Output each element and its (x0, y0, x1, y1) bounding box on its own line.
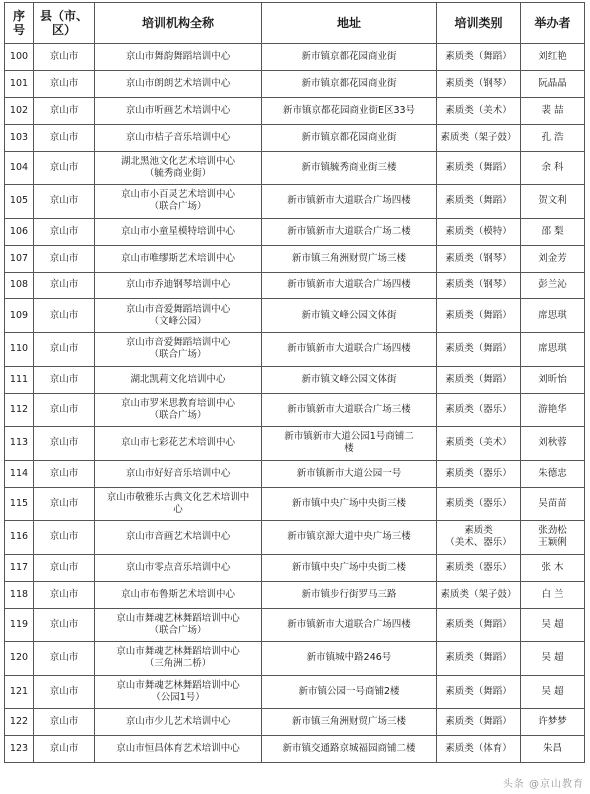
cell-institution-name (95, 44, 262, 71)
cell-institution-name (95, 393, 262, 427)
cell-institution-name-line: 京山市小百灵艺术培训中心 (120, 189, 235, 201)
cell-address (262, 124, 437, 151)
table-row (5, 272, 585, 299)
cell-institution-name-line: （联合广场） (149, 201, 207, 213)
cell-host-line: 张 木 (541, 561, 564, 573)
cell-host (521, 521, 585, 555)
cell-training-type (437, 44, 521, 71)
cell-county: 京山市 (34, 245, 95, 272)
cell-host-line: 刘红艳 (538, 50, 567, 62)
cell-county: 京山市 (34, 272, 95, 299)
cell-training-type-line: （美术、器乐） (445, 537, 512, 549)
cell-serial-number: 113 (5, 427, 34, 461)
cell-county: 京山市 (34, 581, 95, 608)
cell-host (521, 299, 585, 333)
cell-training-type (437, 299, 521, 333)
cell-training-type (437, 642, 521, 676)
cell-serial-number: 122 (5, 709, 34, 736)
table-row (5, 460, 585, 487)
cell-host-line: 阮晶晶 (538, 77, 567, 89)
cell-serial-number: 116 (5, 521, 34, 555)
cell-training-type (437, 736, 521, 763)
cell-county: 京山市 (34, 124, 95, 151)
table-row (5, 185, 585, 219)
cell-host-line: 刘秋蓉 (538, 437, 567, 449)
cell-training-type (437, 185, 521, 219)
table-row (5, 299, 585, 333)
cell-address-line: 新市镇毓秀商业街三楼 (301, 161, 397, 173)
cell-address (262, 70, 437, 97)
table-row (5, 245, 585, 272)
cell-address (262, 581, 437, 608)
cell-county: 京山市 (34, 366, 95, 393)
cell-serial-number: 110 (5, 333, 34, 367)
cell-training-type-line: 素质类（舞蹈） (445, 373, 512, 385)
table-row (5, 709, 585, 736)
header-county-line-1: 县（市、 (39, 9, 88, 23)
cell-institution-name (95, 581, 262, 608)
cell-training-type-line: 素质类 (464, 525, 493, 537)
cell-county: 京山市 (34, 185, 95, 219)
cell-institution-name-line: 京山市布鲁斯艺术培训中心 (120, 588, 235, 600)
cell-serial-number: 120 (5, 642, 34, 676)
cell-address (262, 642, 437, 676)
cell-institution-name-line: （三角洲二桥） (144, 658, 212, 670)
cell-host-line: 余 科 (541, 161, 564, 173)
cell-host-line: 游艳华 (538, 403, 567, 415)
table-row (5, 218, 585, 245)
cell-address-line: 新市镇新市大道联合广场四楼 (287, 195, 411, 207)
cell-address (262, 366, 437, 393)
table-row (5, 44, 585, 71)
cell-institution-name-line: 京山市听画艺术培训中心 (125, 104, 231, 116)
cell-institution-name (95, 299, 262, 333)
cell-institution-name-line: 京山市好好音乐培训中心 (125, 467, 231, 479)
cell-county: 京山市 (34, 427, 95, 461)
cell-host-line: 白 兰 (541, 588, 564, 600)
cell-training-type (437, 487, 521, 521)
cell-address-line: 新市镇三角洲财贸广场三楼 (291, 252, 406, 264)
cell-institution-name (95, 427, 262, 461)
cell-institution-name (95, 185, 262, 219)
cell-institution-name-line: （毓秀商业街） (144, 167, 212, 179)
cell-county: 京山市 (34, 554, 95, 581)
cell-institution-name-line: 京山市舞韵舞蹈培训中心 (125, 50, 231, 62)
cell-host (521, 366, 585, 393)
cell-serial-number: 115 (5, 487, 34, 521)
cell-address-line: 新市镇三角洲财贸广场三楼 (291, 716, 406, 728)
cell-institution-name-line: 京山市舞魂艺林舞蹈培训中心 (116, 612, 240, 624)
cell-address-line: 新市镇新市大道联合广场四楼 (287, 343, 411, 355)
cell-serial-number: 112 (5, 393, 34, 427)
cell-address (262, 333, 437, 367)
cell-institution-name-line: 湖北黑池文化艺术培训中心 (120, 155, 235, 167)
cell-county: 京山市 (34, 709, 95, 736)
cell-training-type (437, 272, 521, 299)
cell-institution-name-line: 京山市音画艺术培训中心 (125, 531, 231, 543)
cell-training-type (437, 675, 521, 709)
cell-host (521, 581, 585, 608)
cell-host-line: 吴 超 (541, 686, 564, 698)
cell-institution-name-line: 京山市罗米思教育培训中心 (120, 397, 235, 409)
cell-training-type (437, 460, 521, 487)
cell-address-line: 新市镇新市大道公园1号商铺二 (284, 431, 414, 443)
cell-address (262, 460, 437, 487)
cell-address (262, 97, 437, 124)
cell-training-type-line: 素质类（钢琴） (445, 279, 512, 291)
cell-serial-number: 118 (5, 581, 34, 608)
cell-county: 京山市 (34, 44, 95, 71)
cell-institution-name-line: 京山市敬雅乐古典文化艺术培训中 (106, 491, 250, 503)
cell-county: 京山市 (34, 608, 95, 642)
cell-address (262, 393, 437, 427)
cell-serial-number: 114 (5, 460, 34, 487)
cell-host-line: 许梦梦 (538, 716, 567, 728)
cell-institution-name (95, 521, 262, 555)
cell-serial-number: 121 (5, 675, 34, 709)
cell-serial-number: 104 (5, 151, 34, 185)
cell-institution-name-line: （公园1号） (151, 692, 205, 704)
cell-training-type-line: 素质类（架子鼓） (440, 588, 517, 600)
cell-address (262, 487, 437, 521)
cell-institution-name (95, 487, 262, 521)
cell-host-line: 席思琪 (538, 309, 567, 321)
cell-training-type-line: 素质类（体育） (445, 743, 512, 755)
cell-address (262, 608, 437, 642)
cell-host-line: 朱德忠 (538, 467, 567, 479)
cell-host-line: 孔 浩 (541, 131, 564, 143)
cell-address-line: 楼 (344, 443, 354, 455)
cell-institution-name-line: 湖北凯莉文化培训中心 (130, 373, 226, 385)
cell-serial-number: 107 (5, 245, 34, 272)
table-row (5, 581, 585, 608)
cell-training-type-line: 素质类（舞蹈） (445, 161, 512, 173)
cell-address-line: 新市镇京源大道中央广场三楼 (287, 531, 411, 543)
cell-training-type (437, 333, 521, 367)
cell-county: 京山市 (34, 333, 95, 367)
cell-training-type-line: 素质类（器乐） (445, 403, 512, 415)
cell-host (521, 393, 585, 427)
cell-address-line: 新市镇京都花园商业街 (301, 50, 397, 62)
cell-address-line: 新市镇新市大道联合广场四楼 (287, 618, 411, 630)
cell-host-line: 王颖俐 (538, 537, 567, 549)
cell-host (521, 709, 585, 736)
cell-host-line: 邵 梨 (541, 225, 564, 237)
cell-address-line: 新市镇公园一号商铺2楼 (298, 686, 400, 698)
header-address: 地址 (262, 3, 437, 44)
cell-address-line: 新市镇新市大道联合广场二楼 (287, 225, 411, 237)
cell-institution-name (95, 366, 262, 393)
cell-institution-name-line: 京山市舞魂艺林舞蹈培训中心 (116, 646, 240, 658)
cell-institution-name-line: 京山市舞魂艺林舞蹈培训中心 (116, 680, 240, 692)
cell-address (262, 427, 437, 461)
cell-training-type (437, 218, 521, 245)
header-serial-line-1: 序 (12, 9, 25, 23)
cell-institution-name-line: 京山市少儿艺术培训中心 (125, 716, 231, 728)
cell-host (521, 736, 585, 763)
watermark-text: 头条 @京山教育 (502, 779, 584, 790)
header-county-line-2: 区） (51, 23, 76, 37)
cell-institution-name (95, 151, 262, 185)
cell-institution-name-line: 京山市小童星模特培训中心 (120, 225, 235, 237)
cell-host (521, 97, 585, 124)
cell-institution-name-line: 京山市乔迪钢琴培训中心 (125, 279, 231, 291)
cell-county: 京山市 (34, 675, 95, 709)
cell-address-line: 新市镇中央广场中央街三楼 (291, 497, 406, 509)
cell-county: 京山市 (34, 70, 95, 97)
cell-training-type (437, 151, 521, 185)
cell-county: 京山市 (34, 393, 95, 427)
cell-county: 京山市 (34, 151, 95, 185)
cell-training-type-line: 素质类（器乐） (445, 561, 512, 573)
cell-host (521, 272, 585, 299)
cell-address (262, 521, 437, 555)
cell-host (521, 608, 585, 642)
cell-institution-name (95, 608, 262, 642)
cell-address-line: 新市镇京都花园商业街 (301, 77, 397, 89)
cell-institution-name-line: 京山市音爱舞蹈培训中心 (125, 303, 231, 315)
cell-training-type-line: 素质类（模特） (445, 225, 512, 237)
cell-address (262, 736, 437, 763)
table-row (5, 608, 585, 642)
cell-county: 京山市 (34, 521, 95, 555)
table-header (5, 3, 585, 44)
cell-training-type-line: 素质类（器乐） (445, 467, 512, 479)
cell-host (521, 333, 585, 367)
table-row (5, 427, 585, 461)
cell-host (521, 554, 585, 581)
table-row (5, 333, 585, 367)
table-row (5, 393, 585, 427)
cell-training-type-line: 素质类（舞蹈） (445, 618, 512, 630)
header-training-type: 培训类别 (437, 3, 521, 44)
cell-serial-number: 105 (5, 185, 34, 219)
cell-training-type (437, 427, 521, 461)
cell-address (262, 44, 437, 71)
cell-institution-name (95, 736, 262, 763)
header-institution-name: 培训机构全称 (95, 3, 262, 44)
cell-county: 京山市 (34, 97, 95, 124)
cell-address-line: 新市镇新市大道联合广场三楼 (287, 403, 411, 415)
cell-institution-name (95, 642, 262, 676)
cell-institution-name-line: 心 (173, 503, 183, 515)
cell-host (521, 151, 585, 185)
cell-serial-number: 109 (5, 299, 34, 333)
table-row (5, 70, 585, 97)
cell-host (521, 124, 585, 151)
cell-host-line: 刘昕怡 (538, 373, 567, 385)
cell-training-type-line: 素质类（舞蹈） (445, 652, 512, 664)
cell-institution-name-line: 京山市七彩花艺术培训中心 (120, 437, 235, 449)
cell-training-type-line: 素质类（钢琴） (445, 252, 512, 264)
cell-host-line: 贺文利 (538, 195, 567, 207)
cell-address-line: 新市镇步行街罗马三路 (301, 588, 397, 600)
cell-training-type-line: 素质类（舞蹈） (445, 195, 512, 207)
cell-institution-name (95, 675, 262, 709)
cell-serial-number: 101 (5, 70, 34, 97)
cell-host (521, 70, 585, 97)
table-row (5, 366, 585, 393)
cell-address-line: 新市镇文峰公园文体街 (301, 309, 397, 321)
cell-training-type (437, 245, 521, 272)
cell-training-type-line: 素质类（钢琴） (445, 77, 512, 89)
cell-host-line: 吴 超 (541, 652, 564, 664)
cell-institution-name (95, 124, 262, 151)
cell-address-line: 新市镇文峰公园文体街 (301, 373, 397, 385)
cell-address-line: 新市镇京都花园商业街 (301, 131, 397, 143)
cell-host-line: 朱昌 (542, 743, 562, 755)
cell-serial-number: 102 (5, 97, 34, 124)
cell-address (262, 272, 437, 299)
cell-address (262, 554, 437, 581)
cell-institution-name-line: 京山市恒昌体育艺术培训中心 (116, 743, 240, 755)
cell-host (521, 185, 585, 219)
cell-institution-name-line: 京山市音爱舞蹈培训中心 (125, 337, 231, 349)
cell-host-line: 吴苗苗 (538, 497, 567, 509)
cell-training-type-line: 素质类（舞蹈） (445, 343, 512, 355)
table-body (5, 44, 585, 763)
header-row (5, 3, 585, 44)
cell-training-type-line: 素质类（舞蹈） (445, 716, 512, 728)
cell-address (262, 185, 437, 219)
cell-institution-name (95, 245, 262, 272)
cell-county: 京山市 (34, 487, 95, 521)
cell-serial-number: 123 (5, 736, 34, 763)
cell-address-line: 新市镇中央广场中央街二楼 (291, 561, 406, 573)
cell-host-line: 彭兰沁 (538, 279, 567, 291)
cell-host-line: 席思琪 (538, 343, 567, 355)
cell-institution-name-line: （联合广场） (149, 409, 207, 421)
cell-host (521, 487, 585, 521)
cell-address-line: 新市镇新市大道联合广场四楼 (287, 279, 411, 291)
cell-host (521, 245, 585, 272)
cell-serial-number: 100 (5, 44, 34, 71)
table-row (5, 736, 585, 763)
cell-host-line: 吴 超 (541, 618, 564, 630)
table-row (5, 521, 585, 555)
cell-institution-name (95, 554, 262, 581)
cell-training-type (437, 581, 521, 608)
cell-host (521, 460, 585, 487)
cell-training-type (437, 554, 521, 581)
cell-training-type (437, 709, 521, 736)
table-row (5, 124, 585, 151)
cell-county: 京山市 (34, 642, 95, 676)
cell-host (521, 427, 585, 461)
cell-training-type-line: 素质类（舞蹈） (445, 50, 512, 62)
training-institution-table (4, 2, 585, 763)
cell-training-type-line: 素质类（美术） (445, 104, 512, 116)
cell-host-line: 刘金芳 (538, 252, 567, 264)
cell-serial-number: 103 (5, 124, 34, 151)
cell-host (521, 218, 585, 245)
cell-host-line: 裴 喆 (541, 104, 564, 116)
cell-institution-name-line: （文峰公园） (149, 315, 207, 327)
cell-host-line: 张劲松 (538, 525, 567, 537)
cell-serial-number: 119 (5, 608, 34, 642)
cell-training-type (437, 393, 521, 427)
table-row (5, 97, 585, 124)
table-row (5, 675, 585, 709)
cell-address-line: 新市镇新市大道公园一号 (296, 467, 402, 479)
cell-address (262, 245, 437, 272)
cell-address (262, 218, 437, 245)
cell-address (262, 299, 437, 333)
header-serial-number (5, 3, 34, 44)
cell-training-type-line: 素质类（美术） (445, 437, 512, 449)
cell-institution-name (95, 272, 262, 299)
cell-host (521, 642, 585, 676)
cell-host (521, 675, 585, 709)
cell-serial-number: 117 (5, 554, 34, 581)
cell-training-type (437, 521, 521, 555)
cell-address-line: 新市镇交通路京城福园商铺二楼 (282, 743, 416, 755)
cell-institution-name-line: （联合广场） (149, 624, 207, 636)
cell-county: 京山市 (34, 299, 95, 333)
cell-institution-name-line: （联合广场） (149, 349, 207, 361)
table-row (5, 554, 585, 581)
cell-serial-number: 111 (5, 366, 34, 393)
cell-institution-name-line: 京山市桔子音乐培训中心 (125, 131, 231, 143)
cell-address-line: 新市镇京都花园商业街E区33号 (282, 104, 416, 116)
cell-address (262, 675, 437, 709)
cell-county: 京山市 (34, 736, 95, 763)
cell-county: 京山市 (34, 460, 95, 487)
cell-training-type (437, 366, 521, 393)
header-serial-line-2: 号 (12, 23, 25, 37)
cell-training-type (437, 608, 521, 642)
cell-institution-name (95, 709, 262, 736)
cell-address (262, 709, 437, 736)
cell-training-type (437, 70, 521, 97)
cell-training-type-line: 素质类（舞蹈） (445, 686, 512, 698)
cell-serial-number: 106 (5, 218, 34, 245)
cell-institution-name-line: 京山市唯缪斯艺术培训中心 (120, 252, 235, 264)
cell-county: 京山市 (34, 218, 95, 245)
cell-institution-name-line: 京山市朗朗艺术培训中心 (125, 77, 231, 89)
header-host: 举办者 (521, 3, 585, 44)
header-county (34, 3, 95, 44)
cell-institution-name (95, 218, 262, 245)
table-row (5, 642, 585, 676)
cell-training-type-line: 素质类（舞蹈） (445, 309, 512, 321)
cell-host (521, 44, 585, 71)
table-row (5, 151, 585, 185)
cell-training-type (437, 124, 521, 151)
cell-institution-name (95, 333, 262, 367)
cell-address-line: 新市镇城中路246号 (306, 652, 392, 664)
cell-institution-name (95, 70, 262, 97)
cell-address (262, 151, 437, 185)
cell-training-type-line: 素质类（架子鼓） (440, 131, 517, 143)
cell-training-type (437, 97, 521, 124)
cell-institution-name (95, 97, 262, 124)
table-row (5, 487, 585, 521)
cell-training-type-line: 素质类（器乐） (445, 497, 512, 509)
cell-serial-number: 108 (5, 272, 34, 299)
cell-institution-name (95, 460, 262, 487)
cell-institution-name-line: 京山市零点音乐培训中心 (125, 561, 231, 573)
